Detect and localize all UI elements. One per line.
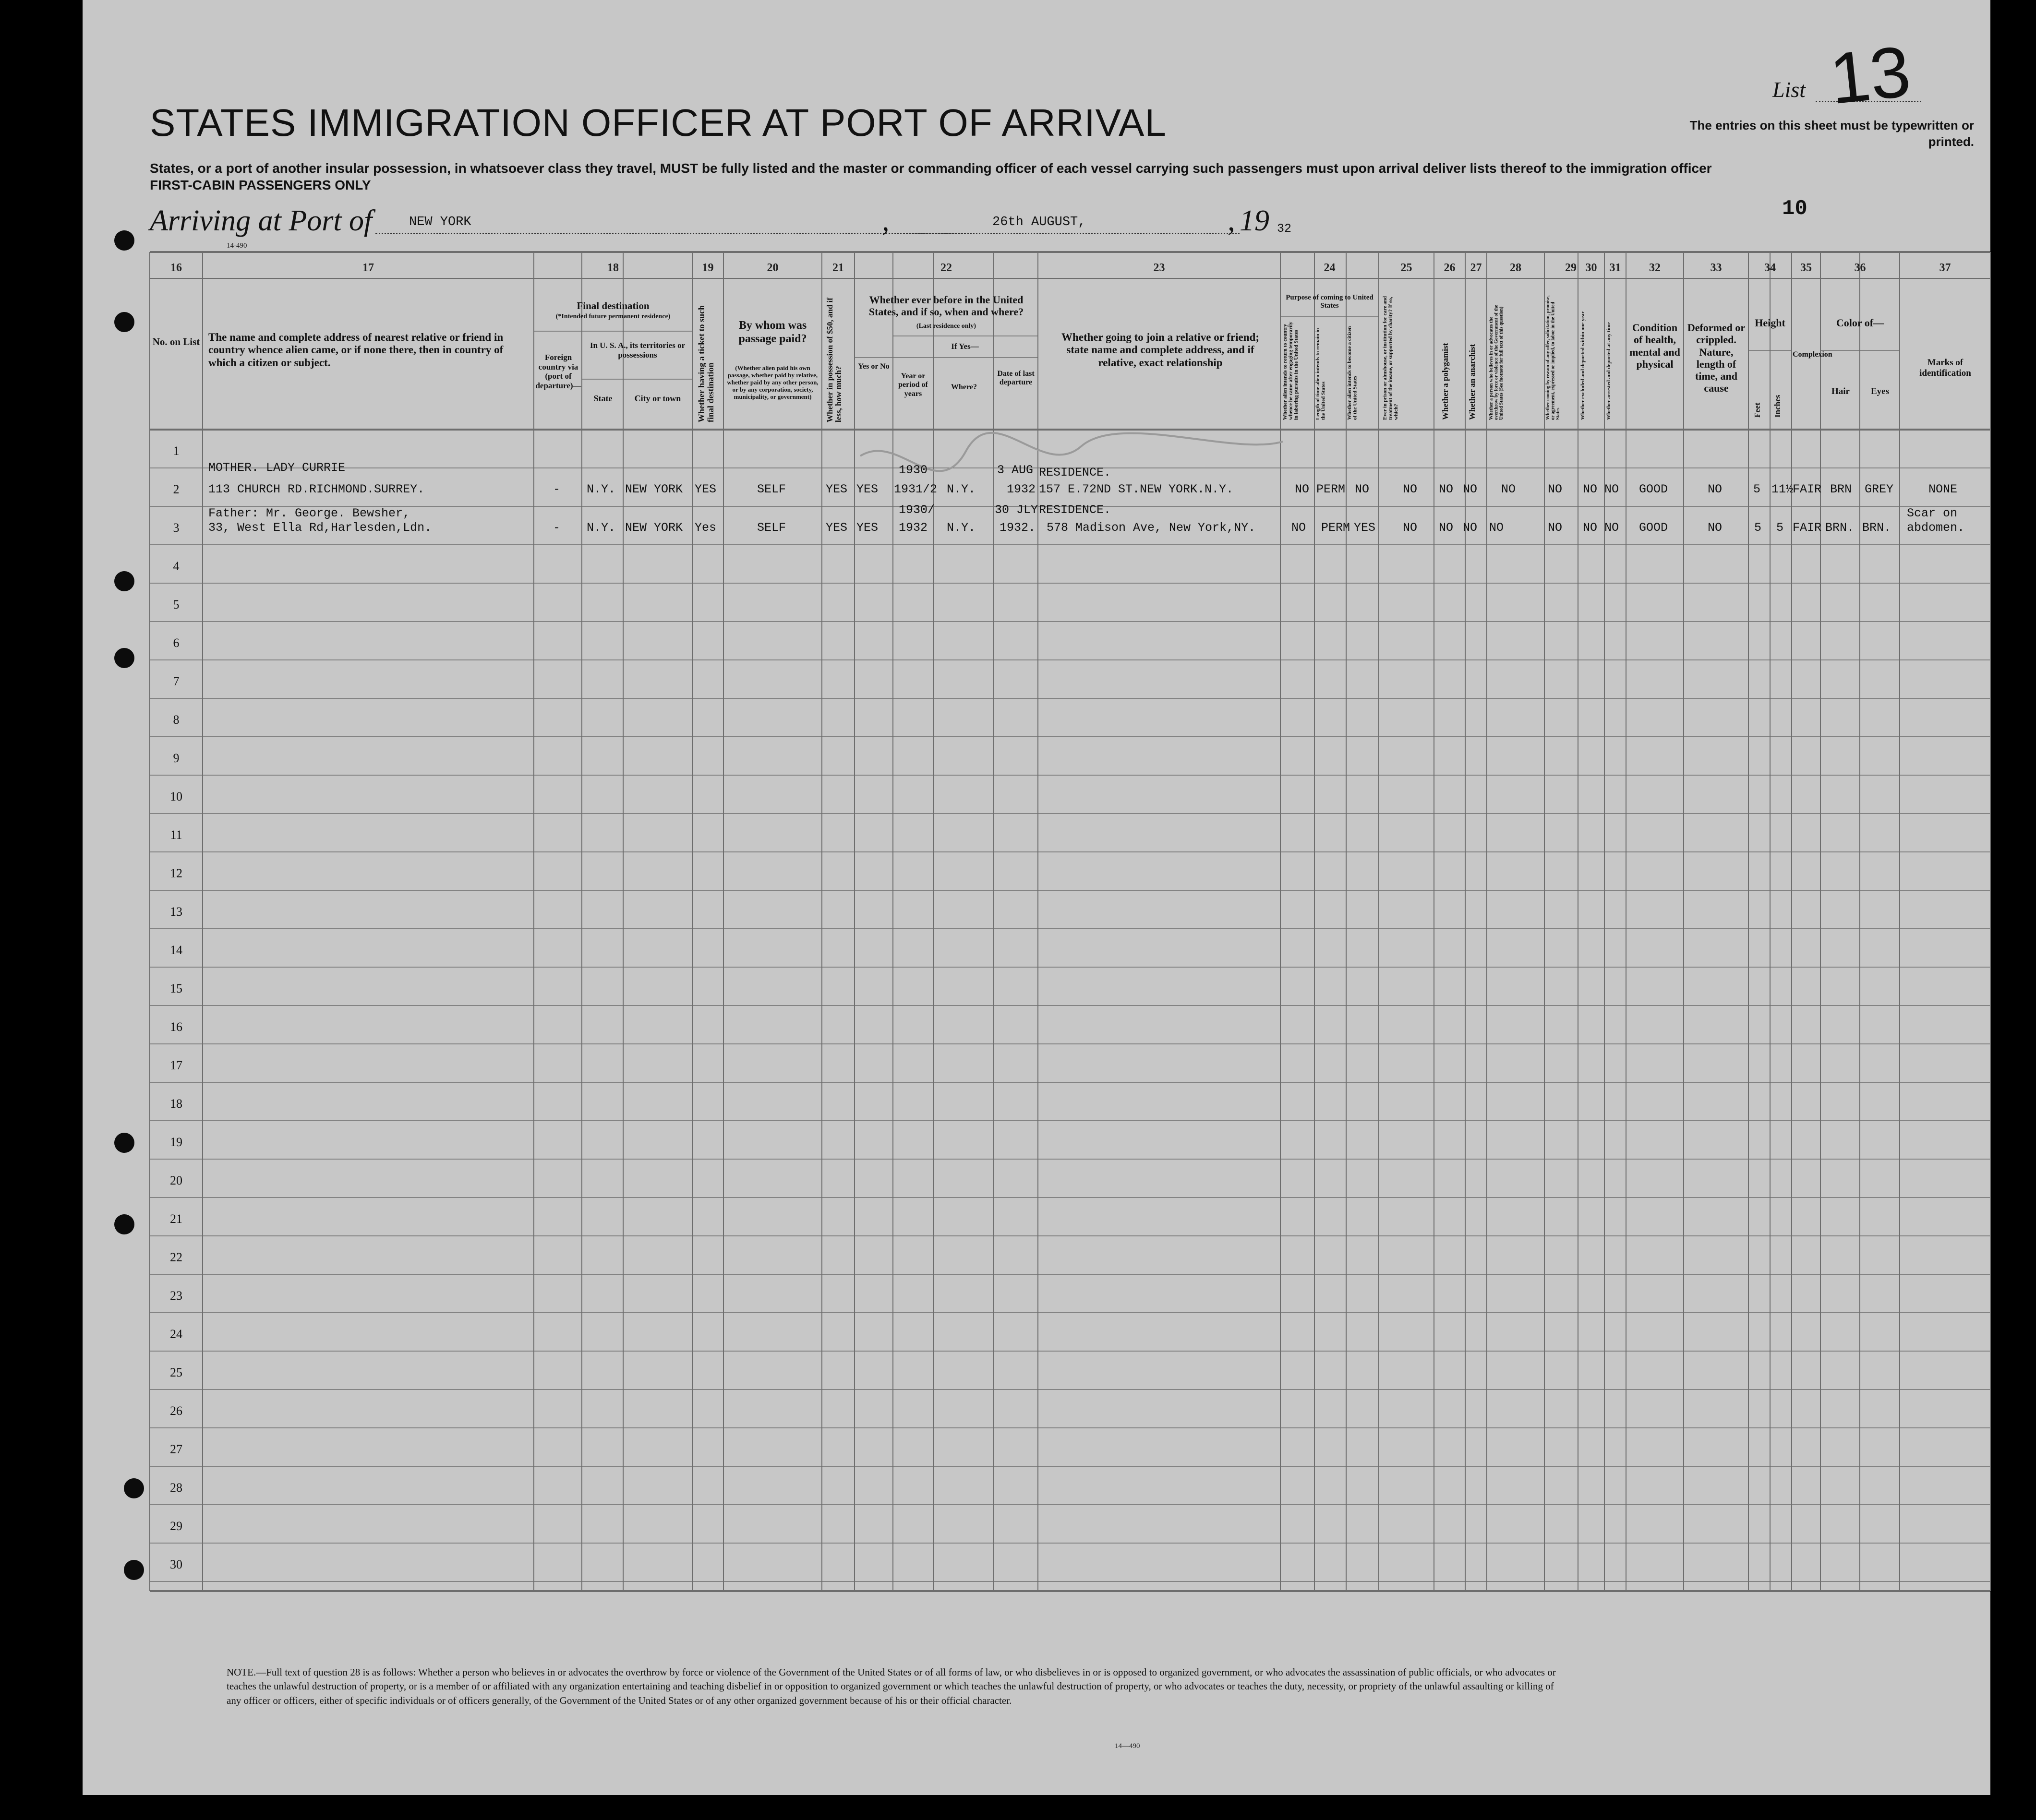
complexion: FAIR bbox=[1793, 521, 1822, 535]
header-fifty-dollars: Whether in possession of $50, and if less, how much? bbox=[825, 298, 843, 422]
colnum-16: 16 bbox=[170, 262, 182, 274]
colnum-31: 31 bbox=[1609, 262, 1621, 274]
header-purpose-citizen: Whether alien intends to become a citizen of the United States bbox=[1347, 326, 1358, 420]
relative-address: 113 CHURCH RD.RICHMOND.SURREY. bbox=[208, 482, 425, 496]
ever-before: YES bbox=[856, 521, 879, 535]
eye-color: BRN. bbox=[1862, 521, 1891, 535]
height-feet: 5 bbox=[1754, 521, 1762, 535]
binder-hole bbox=[114, 1133, 134, 1153]
header-excluded: Whether excluded and deported within one year bbox=[1580, 311, 1586, 420]
row-number: 27 bbox=[170, 1442, 182, 1456]
relative-name: Father: Mr. George. Bewsher, bbox=[208, 506, 410, 520]
period-start: 1930 bbox=[899, 463, 928, 477]
state: N.Y. bbox=[587, 482, 616, 496]
colnum-28: 28 bbox=[1510, 262, 1521, 274]
identification-marks: NONE bbox=[1928, 482, 1958, 496]
header-overthrow: Whether a person who believes in or advocates the overthrow by force or violence of the Government of the United States (See footnote for full text of this question) bbox=[1489, 305, 1504, 420]
header-final-destination: Final destination bbox=[577, 300, 650, 311]
binder-hole bbox=[114, 230, 134, 251]
identification-marks: Scar on bbox=[1907, 506, 1958, 520]
where: N.Y. bbox=[947, 482, 976, 496]
header-if-yes: If Yes— bbox=[951, 342, 979, 351]
form-code: 14-490 bbox=[227, 242, 247, 250]
comma-1: , bbox=[882, 204, 890, 237]
city: NEW YORK bbox=[625, 482, 683, 496]
city: NEW YORK bbox=[625, 521, 683, 535]
header-no-on-list: No. on List bbox=[152, 336, 200, 347]
header-color-of: Color of— bbox=[1836, 317, 1884, 329]
hair-color: BRN. bbox=[1825, 521, 1855, 535]
arriving-label: Arriving at Port of bbox=[150, 204, 373, 237]
colnum-20: 20 bbox=[767, 262, 779, 274]
overthrow: NO bbox=[1489, 521, 1504, 535]
header-where: Where? bbox=[951, 383, 977, 391]
purpose-length: PERM bbox=[1321, 521, 1350, 535]
year-prefix: 19 bbox=[1240, 204, 1269, 237]
list-number: 13 bbox=[1826, 30, 1915, 120]
header-yes-no: Yes or No bbox=[858, 362, 890, 371]
footnote-question-28: NOTE.—Full text of question 28 is as follows: Whether a person who believes in or advocates the overthrow by force or violence of the Government of the United States or of all forms of law, or who disbelieves in or is opposed to organized government, or who advocates the assassination of public officials, or who advocates or teaches the unlawful destruction of property, or is a member of or affiliated with any organization entertaining and teaching disbelief in or opposition to organized government or which teaches the unlawful destruction of property, or who advocates or teaches the duty, necessity, or propriety of the unlawful assaulting or killing of any officer or officers, either of specific individuals or of officers generally, of the Government of the United States or of any other organized government because of his or their official character. bbox=[227, 1666, 1556, 1706]
header-purpose-return: Whether alien intends to return to country whence he came after engaging temporarily in laboring pursuits in the United States bbox=[1282, 322, 1300, 420]
row-number: 15 bbox=[170, 982, 182, 995]
purpose-length: PERM bbox=[1316, 482, 1346, 496]
header-passage-note: (Whether alien paid his own passage, whether paid by relative, whether paid by any other person, or by any corporation, society, municipality, or government) bbox=[727, 364, 819, 400]
health: GOOD bbox=[1639, 521, 1668, 535]
health: GOOD bbox=[1639, 482, 1668, 496]
departure-year: 1932 bbox=[1007, 482, 1036, 496]
colnum-30: 30 bbox=[1585, 262, 1597, 274]
overthrow: NO bbox=[1501, 482, 1516, 496]
date-value: 26th AUGUST, bbox=[992, 215, 1086, 229]
row-number: 4 bbox=[173, 559, 180, 573]
colnum-33: 33 bbox=[1710, 262, 1722, 274]
header-ever-before: Whether ever before in the United States, and if so, when and where? bbox=[868, 294, 1024, 318]
eye-color: GREY bbox=[1865, 482, 1894, 496]
hair-color: BRN bbox=[1830, 482, 1852, 496]
fifty-dollars: YES bbox=[826, 521, 848, 535]
header-last-departure: Date of last departure bbox=[997, 370, 1035, 387]
port-value: NEW YORK bbox=[409, 215, 471, 229]
row-number: 1 bbox=[173, 444, 180, 458]
row-number: 21 bbox=[170, 1212, 182, 1226]
comma-2: , bbox=[1228, 204, 1235, 237]
arrested: NO bbox=[1604, 521, 1619, 535]
row-number: 17 bbox=[170, 1058, 182, 1072]
state: N.Y. bbox=[587, 521, 616, 535]
header-ticket: Whether having a ticket to such final destination bbox=[697, 305, 715, 422]
binder-hole bbox=[124, 1478, 144, 1498]
passage-paid-by: SELF bbox=[757, 482, 786, 496]
polygamist: NO bbox=[1439, 482, 1454, 496]
relative-name: MOTHER. LADY CURRIE bbox=[208, 461, 346, 475]
row-number: 8 bbox=[173, 713, 180, 727]
binder-hole bbox=[124, 1560, 144, 1580]
colnum-24: 24 bbox=[1324, 262, 1336, 274]
sheet-number: 10 bbox=[1782, 197, 1807, 221]
header-prison: Ever in prison or almshouse, or institution for care and treatment of the insane, or supported by charity? If so, which? bbox=[1382, 296, 1399, 420]
row-number: 20 bbox=[170, 1173, 182, 1187]
prison: NO bbox=[1403, 521, 1418, 535]
row-number: 10 bbox=[170, 790, 182, 803]
colnum-22: 22 bbox=[940, 262, 952, 274]
purpose-citizen: YES bbox=[1354, 521, 1376, 535]
header-hair: Hair bbox=[1831, 386, 1850, 396]
binder-hole bbox=[114, 1214, 134, 1234]
deformed: NO bbox=[1708, 521, 1723, 535]
prison: NO bbox=[1403, 482, 1418, 496]
height-inches: 11½ bbox=[1771, 482, 1794, 496]
period-end: 1932 bbox=[899, 521, 928, 535]
header-eyes: Eyes bbox=[1871, 386, 1889, 396]
header-city: City or town bbox=[634, 394, 681, 403]
colnum-27: 27 bbox=[1470, 262, 1482, 274]
header-height: Height bbox=[1755, 317, 1785, 329]
departure-day: 30 JLY bbox=[995, 503, 1038, 517]
header-arrested: Whether arrested and deported at any time bbox=[1606, 322, 1612, 420]
colnum-35: 35 bbox=[1800, 262, 1812, 274]
header-purpose-length: Length of time alien intends to remain in the United States bbox=[1315, 328, 1326, 420]
header-last-residence: (Last residence only) bbox=[916, 323, 976, 330]
anarchist: NO bbox=[1463, 482, 1478, 496]
colnum-21: 21 bbox=[832, 262, 844, 274]
row-number: 9 bbox=[173, 751, 180, 765]
row-number: 3 bbox=[173, 521, 180, 535]
purpose-return: NO bbox=[1295, 482, 1310, 496]
row-number: 28 bbox=[170, 1481, 182, 1495]
row-number: 19 bbox=[170, 1135, 182, 1149]
purpose-citizen: NO bbox=[1355, 482, 1370, 496]
header-labor-contract: Whether coming by reason of any offer, solicitation, promise, or agreement, expressed or implied, to labor in the United States bbox=[1545, 295, 1561, 420]
departure-year: 1932. bbox=[1000, 521, 1036, 535]
ticket: Yes bbox=[695, 521, 717, 535]
departure-day: 3 AUG bbox=[997, 463, 1034, 477]
passage-paid-by: SELF bbox=[757, 521, 786, 535]
year-suffix: 32 bbox=[1277, 222, 1292, 236]
row-number: 13 bbox=[170, 905, 182, 919]
header-nearest-relative: The name and complete address of nearest relative or friend in country whence alien came, or if none there, then in country of which a citizen or subject. bbox=[208, 331, 504, 369]
colnum-19: 19 bbox=[702, 262, 714, 274]
row-number: 16 bbox=[170, 1020, 182, 1034]
header-inches: Inches bbox=[1773, 395, 1782, 418]
colnum-37: 37 bbox=[1939, 262, 1951, 274]
colnum-23: 23 bbox=[1153, 262, 1165, 274]
where: N.Y. bbox=[947, 521, 976, 535]
period-end: 1931/2 bbox=[894, 482, 938, 496]
arrested: NO bbox=[1604, 482, 1619, 496]
header-foreign-country: Foreign country via (port of departure)— bbox=[535, 353, 581, 390]
header-passage-paid: By whom was passage paid? bbox=[738, 319, 807, 345]
page-title: STATES IMMIGRATION OFFICER AT PORT OF ARRIVAL bbox=[150, 101, 1167, 144]
purpose-return: NO bbox=[1291, 521, 1306, 535]
header-joining-relative: Whether going to join a relative or friend; state name and complete address, and if relative, exact relationship bbox=[1061, 331, 1260, 369]
row-number: 12 bbox=[170, 866, 182, 880]
typing-instructions: The entries on this sheet must be typewritten or printed. bbox=[1689, 118, 1974, 149]
binder-hole bbox=[114, 571, 134, 591]
row-number: 26 bbox=[170, 1404, 182, 1418]
row-number: 22 bbox=[170, 1250, 182, 1264]
binder-hole bbox=[114, 312, 134, 332]
colnum-17: 17 bbox=[362, 262, 374, 274]
colnum-18: 18 bbox=[607, 262, 619, 274]
colnum-32: 32 bbox=[1649, 262, 1661, 274]
deformed: NO bbox=[1708, 482, 1723, 496]
row-number: 11 bbox=[170, 828, 182, 842]
height-feet: 5 bbox=[1753, 482, 1761, 496]
header-final-destination-note: (*Intended future permanent residence) bbox=[555, 313, 671, 320]
header-usa: In U. S. A., its territories or possessions bbox=[590, 341, 686, 359]
header-period: Year or period of years bbox=[898, 372, 928, 398]
excluded: NO bbox=[1583, 521, 1598, 535]
row-number: 18 bbox=[170, 1097, 182, 1111]
header-health: Condition of health, mental and physical bbox=[1629, 322, 1680, 370]
foreign-port: - bbox=[553, 521, 561, 535]
manifest-sheet bbox=[83, 0, 1990, 1795]
ticket: YES bbox=[695, 482, 717, 496]
list-label: List bbox=[1772, 77, 1806, 102]
fifty-dollars: YES bbox=[826, 482, 848, 496]
foreign-port: - bbox=[553, 482, 561, 496]
period-start: 1930/ bbox=[899, 503, 935, 517]
ever-before: YES bbox=[856, 482, 879, 496]
joining-address: 578 Madison Ave, New York,NY. bbox=[1047, 521, 1256, 535]
colnum-34: 34 bbox=[1764, 262, 1776, 274]
header-anarchist: Whether an anarchist bbox=[1468, 344, 1477, 420]
row-number: 23 bbox=[170, 1289, 182, 1303]
labor: NO bbox=[1548, 482, 1563, 496]
anarchist: NO bbox=[1463, 521, 1478, 535]
identification-marks-cont: abdomen. bbox=[1907, 521, 1965, 535]
binder-hole bbox=[114, 648, 134, 668]
colnum-36: 36 bbox=[1854, 262, 1866, 274]
row-number: 5 bbox=[173, 598, 180, 611]
header-feet: Feet bbox=[1753, 402, 1762, 418]
row-number: 24 bbox=[170, 1327, 182, 1341]
joining-type: RESIDENCE. bbox=[1039, 466, 1111, 479]
height-inches: 5 bbox=[1776, 521, 1784, 535]
header-polygamist: Whether a polygamist bbox=[1441, 343, 1450, 420]
labor: NO bbox=[1548, 521, 1563, 535]
excluded: NO bbox=[1583, 482, 1598, 496]
row-number: 30 bbox=[170, 1557, 182, 1571]
row-number: 6 bbox=[173, 636, 180, 650]
row-number: 25 bbox=[170, 1365, 182, 1379]
row-number: 7 bbox=[173, 674, 180, 688]
header-complexion: Complexion bbox=[1793, 350, 1832, 359]
header-class-note: FIRST-CABIN PASSENGERS ONLY bbox=[150, 178, 371, 192]
header-deformed: Deformed or crippled. Nature, length of time, and cause bbox=[1687, 322, 1746, 395]
colnum-26: 26 bbox=[1444, 262, 1456, 274]
row-number: 2 bbox=[173, 482, 180, 496]
joining-type: RESIDENCE. bbox=[1039, 503, 1111, 517]
relative-address: 33, West Ella Rd,Harlesden,Ldn. bbox=[208, 521, 432, 535]
joining-address: 157 E.72ND ST.NEW YORK.N.Y. bbox=[1039, 482, 1234, 496]
row-number: 29 bbox=[170, 1519, 182, 1533]
colnum-25: 25 bbox=[1400, 262, 1412, 274]
row-number: 14 bbox=[170, 943, 182, 957]
header-state: State bbox=[593, 394, 613, 403]
footnote-form-code: 14—490 bbox=[1115, 1742, 1140, 1750]
header-subtitle: States, or a port of another insular possession, in whatsoever class they travel, MUST be fully listed and the master or commanding officer of each vessel carrying such passengers must upon arrival deliver lists thereof to the immigration officer bbox=[150, 161, 1712, 176]
header-purpose: Purpose of coming to United States bbox=[1286, 294, 1373, 310]
complexion: FAIR bbox=[1793, 482, 1822, 496]
polygamist: NO bbox=[1439, 521, 1454, 535]
header-marks: Marks of identification bbox=[1919, 358, 1971, 378]
colnum-29: 29 bbox=[1565, 262, 1577, 274]
